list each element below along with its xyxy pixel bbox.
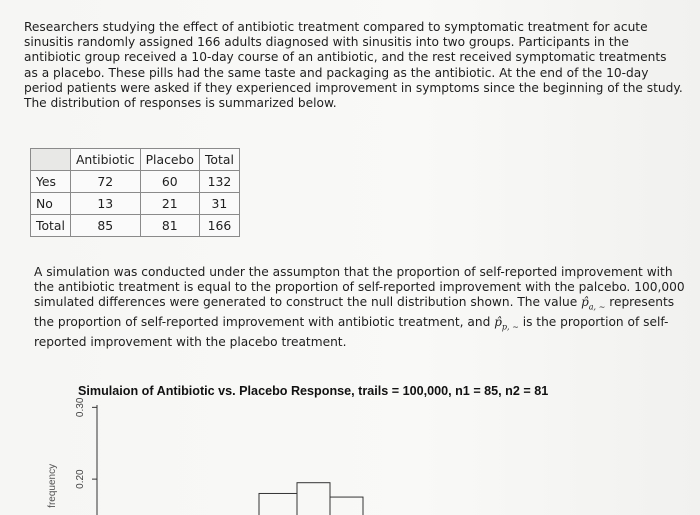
chart-title: Simulaion of Antibiotic vs. Placebo Response, trails = 100,000, n1 = 85, n2 = 81 bbox=[78, 384, 549, 398]
intro-line: as a placebo. These pills had the same taste and packaging as the antibiotic. At the end of the 10-day bbox=[24, 65, 649, 80]
column-header-antibiotic: Antibiotic bbox=[70, 149, 140, 171]
cell: 13 bbox=[70, 193, 140, 215]
y-tick-label: 0.20 bbox=[75, 469, 86, 489]
simulation-line: A simulation was conducted under the assumpton that the proportion of self-reported improvement with bbox=[34, 265, 673, 279]
cell: 31 bbox=[199, 193, 239, 215]
p-hat-a-symbol: $p̂_{a, \sim}$ bbox=[581, 295, 606, 312]
cell: 72 bbox=[70, 171, 140, 193]
y-axis-label: frequency bbox=[47, 463, 58, 508]
cell: 21 bbox=[140, 193, 199, 215]
table-corner-cell bbox=[31, 149, 71, 171]
simulation-line: reported improvement with the placebo treatment. bbox=[34, 334, 347, 349]
row-label-total: Total bbox=[31, 215, 71, 237]
cell: 85 bbox=[70, 215, 140, 237]
intro-line: The distribution of responses is summarized below. bbox=[24, 96, 337, 111]
column-header-placebo: Placebo bbox=[140, 149, 199, 171]
intro-line: antibiotic group received a 10-day course of an antibiotic, and the rest received symptomatic treatments bbox=[24, 50, 667, 65]
simulation-line: the antibiotic treatment is equal to the proportion of self-reported improvement with the palcebo. 100,000 bbox=[34, 280, 685, 295]
cell: 81 bbox=[140, 215, 199, 237]
cell: 132 bbox=[199, 171, 239, 193]
intro-paragraph bbox=[24, 20, 683, 111]
histogram-bar bbox=[330, 497, 363, 515]
histogram-bar bbox=[297, 483, 330, 515]
p-hat-p-symbol: $p̂_{p, \sim}$ bbox=[494, 315, 519, 332]
row-label-yes: Yes bbox=[31, 171, 71, 193]
histogram-chart bbox=[0, 395, 700, 515]
contingency-table bbox=[30, 148, 240, 237]
y-tick-label: 0.30 bbox=[75, 397, 86, 418]
row-label-no: No bbox=[31, 193, 71, 215]
table-row bbox=[31, 215, 240, 237]
column-header-total: Total bbox=[199, 149, 239, 171]
simulation-line: the proportion of self-reported improvement with antibiotic treatment, and $p̂_{p, \sim}$ is the proportion of self- bbox=[34, 315, 669, 332]
simulation-paragraph bbox=[34, 265, 685, 350]
intro-line: Researchers studying the effect of antibiotic treatment compared to symptomatic treatment for acute bbox=[24, 20, 648, 34]
cell: 166 bbox=[199, 215, 239, 237]
table-row bbox=[31, 171, 240, 193]
cell: 60 bbox=[140, 171, 199, 193]
table-header-row bbox=[31, 149, 240, 171]
intro-line: sinusitis randomly assigned 166 adults diagnosed with sinusitis into two groups. Participants in the bbox=[24, 35, 629, 50]
simulation-line: simulated differences were generated to construct the null distribution shown. The value $p̂_{a, \sim}$ represents bbox=[34, 295, 675, 312]
histogram-bar bbox=[259, 493, 297, 515]
intro-line: period patients were asked if they experienced improvement in symptoms since the beginning of the study. bbox=[24, 80, 683, 95]
table-row bbox=[31, 193, 240, 215]
